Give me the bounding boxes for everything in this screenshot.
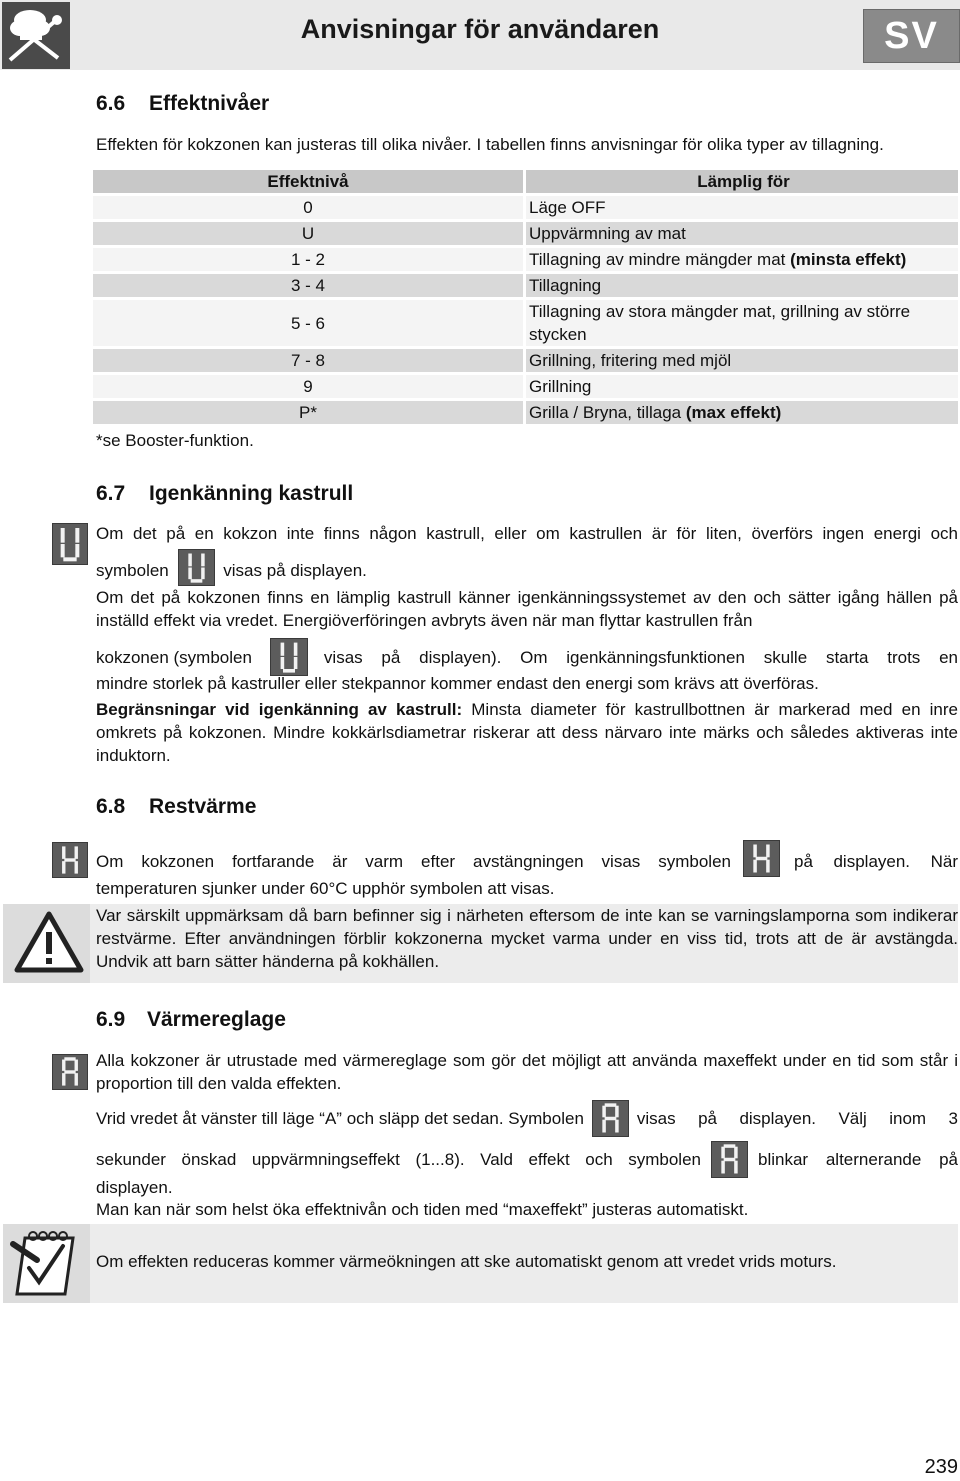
paragraph-line: [96, 1100, 958, 1137]
table-cell-use: [526, 375, 958, 398]
table-row: [93, 248, 958, 271]
inline-text: kokzonen (symbolen: [96, 647, 252, 667]
table-row: [93, 222, 958, 245]
inline-text: visas på displayen.: [223, 560, 367, 580]
paragraph: [96, 698, 958, 767]
use-text: Uppvärmning av mat: [529, 224, 686, 243]
table-cell-use: [526, 349, 958, 372]
table-cell-use: [526, 300, 958, 346]
table-row: [93, 274, 958, 297]
table-cell-level: 3 - 4: [93, 274, 523, 297]
section-number: 6.9: [96, 1008, 126, 1031]
table-row: [93, 196, 958, 219]
table-header-level: Effektnivå: [93, 170, 523, 193]
paragraph-line: temperaturen sjunker under 60°C upphör symbolen att visas.: [96, 879, 555, 898]
use-text: Läge OFF: [529, 198, 606, 217]
paragraph-line: Man kan när som helst öka effektnivån och tiden med “maxeffekt” justeras automatiskt.: [96, 1200, 749, 1219]
inline-text: på displayen. När: [794, 852, 958, 871]
section-heading-6-6: [96, 92, 269, 116]
heat-accelerator-symbol-icon: [592, 1100, 629, 1137]
pan-absent-display-icon: [52, 523, 88, 565]
note-icon-box: [3, 1224, 90, 1303]
table-row: [93, 375, 958, 398]
table-cell-level: 5 - 6: [93, 300, 523, 346]
use-text: Tillagning: [529, 276, 602, 295]
power-level-table: [93, 170, 958, 427]
section-title: Effektnivåer: [149, 92, 270, 115]
use-text-bold: (minsta effekt): [790, 250, 907, 269]
warning-icon-box: [3, 904, 90, 983]
use-text: Grilla / Bryna, tillaga: [529, 403, 686, 422]
paragraph-line: [96, 1141, 958, 1178]
section-number: 6.7: [96, 482, 126, 505]
table-cell-use: [526, 248, 958, 271]
paragraph: Alla kokzoner är utrustade med värmereglage som gör det möjligt att använda maxeffekt under en tid som står i proportion till den valda effekten.: [96, 1051, 958, 1093]
inline-text: visas på displayen). Om igenkänningsfunktionen skulle starta trots en: [323, 647, 958, 667]
note-text: Om effekten reduceras kommer värmeökningen att ske automatiskt genom att vredet vrids moturs.: [96, 1252, 837, 1271]
residual-heat-display-icon: [52, 842, 88, 878]
section-number: 6.8: [96, 795, 126, 818]
use-text: Tillagning av stora mängder mat, grillning av större stycken: [529, 302, 911, 344]
page-number: 239: [924, 1456, 958, 1478]
notepad-check-icon: [3, 1224, 90, 1303]
section-title: Värmereglage: [147, 1008, 286, 1031]
section-title: Restvärme: [149, 795, 257, 818]
section-number: 6.6: [96, 92, 126, 115]
table-footnote: *se Booster-funktion.: [96, 431, 254, 450]
paragraph-line: Om det på en kokzon inte finns någon kastrull, eller om kastrullen är för liten, överförs ingen energi och: [96, 524, 958, 543]
paragraph-line: [96, 638, 958, 676]
paragraph-line: displayen.: [96, 1178, 173, 1197]
inline-text: symbolen: [96, 560, 169, 580]
intro-paragraph: Effekten för kokzonen kan justeras till olika nivåer. I tabellen finns anvisningar för olika typer av tillagning.: [96, 135, 884, 154]
inline-text: sekunder önskad uppvärmningseffekt (1...8). Vald effekt och symbolen: [96, 1150, 701, 1169]
heat-accelerator-symbol-icon: [711, 1141, 748, 1178]
table-cell-level: 1 - 2: [93, 248, 523, 271]
heat-accelerator-display-icon: [52, 1054, 88, 1090]
section-title: Igenkänning kastrull: [149, 482, 354, 505]
use-text: Grillning: [529, 377, 592, 396]
inline-text: Om kokzonen fortfarande är varm efter avstängningen visas symbolen: [96, 852, 731, 871]
warning-triangle-icon: [3, 904, 90, 983]
paragraph: Om det på kokzonen finns en lämplig kastrull känner igenkänningssystemet av den och sätter igång hällen på inställd effekt via vredet. Energiöverföringen avbryts även när man flyttar kastrullen från: [96, 588, 958, 630]
table-cell-level: U: [93, 222, 523, 245]
section-heading-6-7: [96, 482, 353, 506]
table-cell-use: [526, 401, 958, 424]
pan-absent-symbol-icon: [270, 638, 308, 676]
table-row: [93, 300, 958, 346]
use-text: Grillning, fritering med mjöl: [529, 351, 732, 370]
inline-text: Minsta diameter för kastrullbottnen är markerad med en inre omkrets på kokzonen. Mindre kokkärlsdiametrar riskerar att dess närvaro inte märks och således aktiveras inte induktorn.: [96, 700, 958, 765]
table-row: [93, 401, 958, 424]
language-badge: SV: [863, 9, 960, 63]
table-cell-use: [526, 196, 958, 219]
table-cell-level: P*: [93, 401, 523, 424]
table-header-row: [93, 170, 958, 193]
inline-text: visas på displayen. Välj inom 3: [636, 1109, 958, 1128]
section-heading-6-9: [96, 1008, 286, 1032]
use-text: Tillagning av mindre mängder mat: [529, 250, 791, 269]
inline-text: blinkar alternerande på: [758, 1150, 958, 1169]
section-heading-6-8: [96, 795, 256, 819]
table-cell-level: 7 - 8: [93, 349, 523, 372]
document-title: Anvisningar för användaren: [300, 14, 660, 44]
residual-heat-symbol-icon: [743, 840, 780, 877]
table-row: [93, 349, 958, 372]
bold-lead: Begränsningar vid igenkänning av kastrull:: [96, 700, 463, 719]
table-cell-use: [526, 274, 958, 297]
table-cell-level: 0: [93, 196, 523, 219]
use-text-bold: (max effekt): [685, 403, 782, 422]
pan-absent-symbol-icon: [178, 549, 215, 586]
paragraph-line: [96, 557, 958, 586]
table-cell-level: 9: [93, 375, 523, 398]
table-header-use: Lämplig för: [526, 170, 958, 193]
table-cell-use: [526, 222, 958, 245]
inline-text: Vrid vredet åt vänster till läge “A” och släpp det sedan. Symbolen: [96, 1109, 584, 1128]
paragraph-line: [96, 846, 958, 877]
paragraph-line: mindre storlek på kastruller eller stekpannor kommer endast den energi som krävs att överföras.: [96, 674, 819, 693]
warning-text: Var särskilt uppmärksam då barn befinner sig i närheten eftersom de inte kan se varningslamporna som indikerar restvärme. Efter användningen förblir kokzonerna mycket varma under en viss tid, trots att de är avstängda. Undvik att barn sätter händerna på kokhällen.: [96, 906, 958, 971]
